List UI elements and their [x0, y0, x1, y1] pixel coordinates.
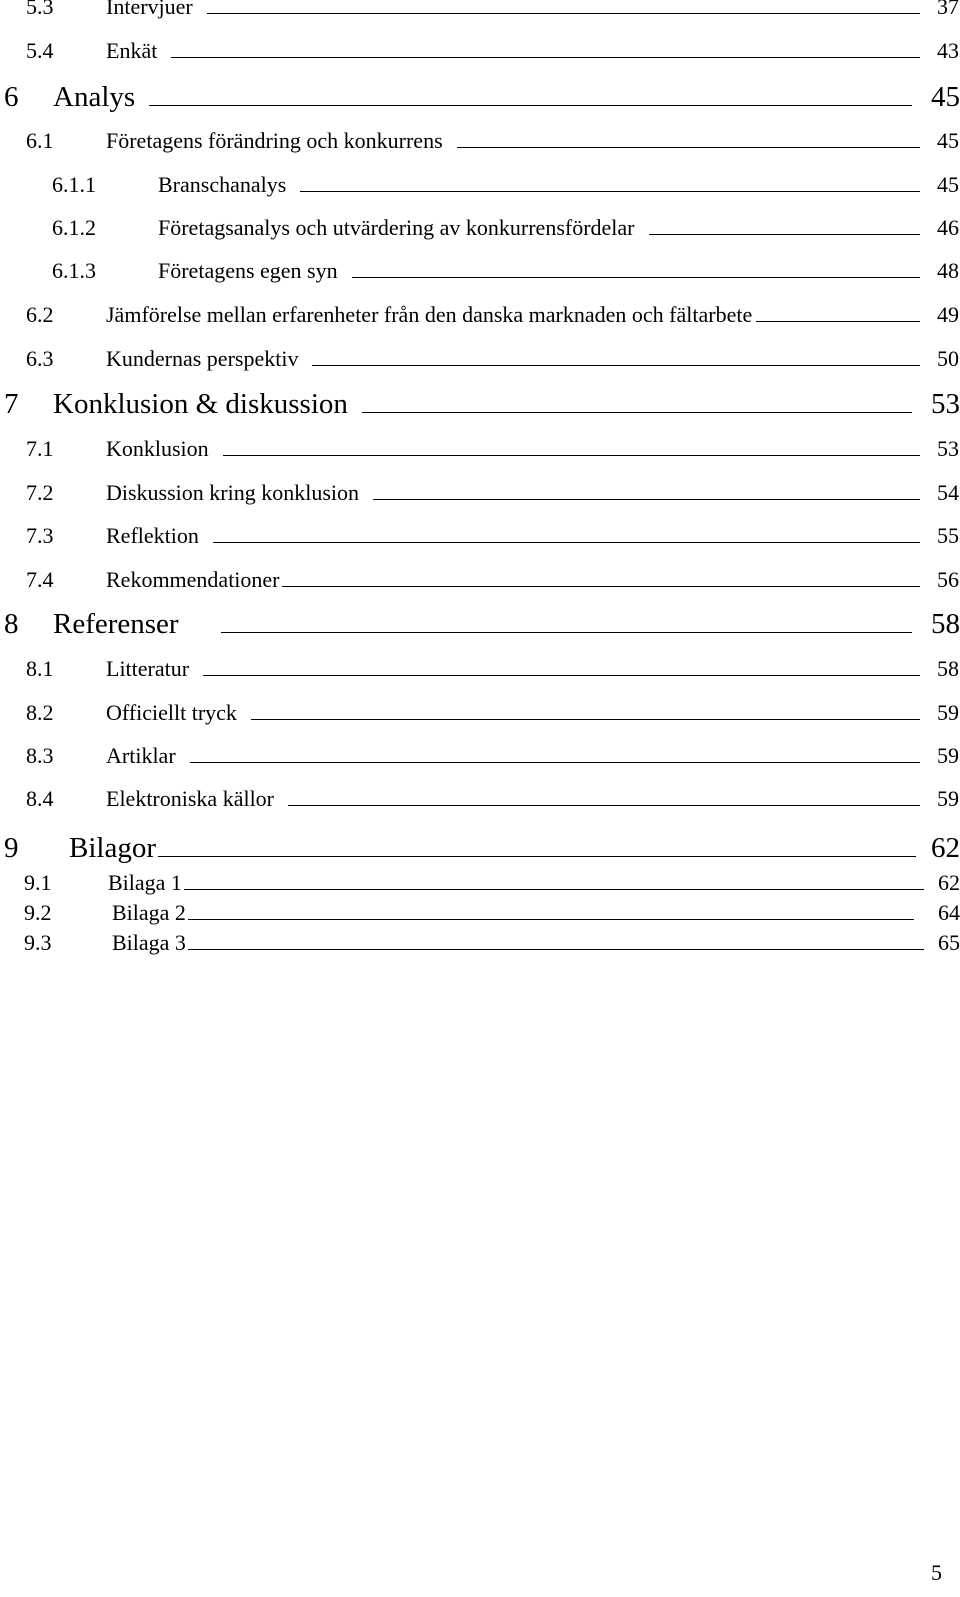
toc-entry-title: Bilaga 1 [108, 870, 182, 895]
toc-entry-number: 8.1 [26, 656, 54, 681]
toc-leader-line [188, 919, 914, 920]
toc-entry-number: 8 [4, 608, 19, 640]
toc-entry-title: Analys [53, 81, 136, 113]
toc-entry-title: Kundernas perspektiv [106, 346, 299, 371]
toc-entry-title: Diskussion kring konklusion [106, 480, 360, 505]
toc-entry-number: 6.1 [26, 128, 54, 153]
toc-entry-number: 9.3 [24, 930, 52, 955]
toc-leader-line [213, 542, 920, 543]
toc-entry[interactable] [0, 40, 960, 62]
toc-chapter-entry[interactable] [0, 390, 960, 419]
toc-leader-line [203, 675, 920, 676]
toc-entry-title: Konklusion [106, 436, 209, 461]
toc-entry-number: 6.1.3 [52, 258, 96, 283]
toc-entry-page: 58 [931, 608, 960, 640]
toc-entry-page: 59 [937, 743, 959, 768]
toc-leader-line [756, 321, 920, 322]
toc-leader-line [171, 57, 920, 58]
toc-entry-page: 62 [938, 870, 960, 895]
toc-entry-page: 56 [937, 567, 959, 592]
toc-leader-line [223, 455, 920, 456]
toc-leader-line [207, 13, 920, 14]
toc-entry-page: 55 [937, 523, 959, 548]
toc-entry-page: 49 [937, 302, 959, 327]
toc-entry-number: 8.4 [26, 786, 54, 811]
toc-entry[interactable] [0, 304, 960, 326]
toc-leader-line [457, 147, 920, 148]
toc-entry-page: 50 [937, 346, 959, 371]
toc-entry-number: 7.4 [26, 567, 54, 592]
toc-entry-number: 7 [4, 388, 19, 420]
toc-entry-page: 45 [937, 172, 959, 197]
toc-entry-title: Bilaga 2 [112, 900, 186, 925]
toc-entry-page: 45 [931, 81, 960, 113]
toc-entry[interactable] [0, 217, 960, 239]
toc-entry-number: 8.2 [26, 700, 54, 725]
toc-leader-line [312, 365, 920, 366]
toc-entry-page: 62 [931, 832, 960, 864]
toc-entry-title: Officiellt tryck [106, 700, 237, 725]
toc-leader-line [352, 277, 920, 278]
toc-entry-page: 54 [937, 480, 959, 505]
toc-leader-line [282, 586, 920, 587]
toc-entry-page: 58 [937, 656, 959, 681]
toc-entry[interactable] [0, 0, 960, 18]
toc-entry-title: Företagens förändring och konkurrens [106, 128, 443, 153]
toc-leader-line [300, 191, 920, 192]
toc-entry[interactable] [0, 130, 960, 152]
toc-entry-number: 5.4 [26, 38, 54, 63]
toc-leader-line [158, 856, 916, 857]
toc-leader-line [373, 499, 920, 500]
toc-entry-page: 43 [937, 38, 959, 63]
toc-entry[interactable] [0, 902, 960, 924]
toc-entry-page: 59 [937, 786, 959, 811]
toc-entry-page: 53 [931, 388, 960, 420]
toc-entry-number: 9.1 [24, 870, 52, 895]
toc-entry-title: Litteratur [106, 656, 190, 681]
toc-entry-number: 6.3 [26, 346, 54, 371]
toc-entry[interactable] [0, 872, 960, 894]
toc-entry-number: 8.3 [26, 743, 54, 768]
toc-leader-line [149, 105, 912, 106]
toc-entry-title: Jämförelse mellan erfarenheter från den danska marknaden och fältarbete [106, 302, 753, 327]
toc-entry-number: 9.2 [24, 900, 52, 925]
toc-entry[interactable] [0, 569, 960, 591]
toc-entry[interactable] [0, 658, 960, 680]
toc-entry-number: 7.2 [26, 480, 54, 505]
toc-entry-number: 6 [4, 81, 19, 113]
toc-entry-page: 59 [937, 700, 959, 725]
toc-entry-title: Företagens egen syn [158, 258, 338, 283]
toc-entry-title: Bilagor [69, 832, 156, 864]
toc-leader-line [288, 805, 920, 806]
toc-entry-page: 46 [937, 215, 959, 240]
toc-entry-title: Bilaga 3 [112, 930, 186, 955]
toc-entry[interactable] [0, 932, 960, 954]
toc-entry-number: 5.3 [26, 0, 54, 19]
toc-entry-title: Artiklar [106, 743, 176, 768]
toc-entry[interactable] [0, 525, 960, 547]
toc-entry-title: Rekommendationer [106, 567, 280, 592]
toc-chapter-entry[interactable] [0, 83, 960, 112]
toc-leader-line [649, 234, 920, 235]
toc-entry-title: Företagsanalys och utvärdering av konkurrensfördelar [158, 215, 635, 240]
toc-entry-title: Elektroniska källor [106, 786, 275, 811]
toc-leader-line [188, 949, 924, 950]
toc-entry-page: 53 [937, 436, 959, 461]
toc-chapter-entry[interactable] [0, 834, 960, 863]
toc-entry-title: Intervjuer [106, 0, 193, 19]
toc-leader-line [184, 889, 924, 890]
toc-leader-line [190, 762, 920, 763]
toc-entry-page: 48 [937, 258, 959, 283]
toc-entry[interactable] [0, 260, 960, 282]
toc-entry[interactable] [0, 702, 960, 724]
toc-entry-number: 7.1 [26, 436, 54, 461]
toc-entry-page: 65 [938, 930, 960, 955]
toc-entry[interactable] [0, 438, 960, 460]
toc-entry-number: 9 [4, 832, 19, 864]
toc-leader-line [221, 632, 912, 633]
toc-leader-line [251, 719, 920, 720]
toc-entry[interactable] [0, 482, 960, 504]
toc-entry-page: 64 [938, 900, 960, 925]
toc-entry-page: 45 [937, 128, 959, 153]
toc-entry[interactable] [0, 788, 960, 810]
toc-entry-number: 7.3 [26, 523, 54, 548]
toc-entry[interactable] [0, 745, 960, 767]
page-number: 5 [931, 1560, 942, 1585]
toc-entry-title: Enkät [106, 38, 158, 63]
toc-entry-title: Branschanalys [158, 172, 287, 197]
toc-entry-number: 6.1.1 [52, 172, 96, 197]
toc-entry-number: 6.1.2 [52, 215, 96, 240]
toc-entry-title: Konklusion & diskussion [53, 388, 348, 420]
toc-chapter-entry[interactable] [0, 610, 960, 639]
toc-entry-number: 6.2 [26, 302, 54, 327]
toc-entry-page: 37 [937, 0, 959, 19]
toc-entry-title: Reflektion [106, 523, 199, 548]
toc-entry[interactable] [0, 348, 960, 370]
toc-leader-line [362, 412, 912, 413]
toc-entry[interactable] [0, 174, 960, 196]
toc-entry-title: Referenser [53, 608, 179, 640]
